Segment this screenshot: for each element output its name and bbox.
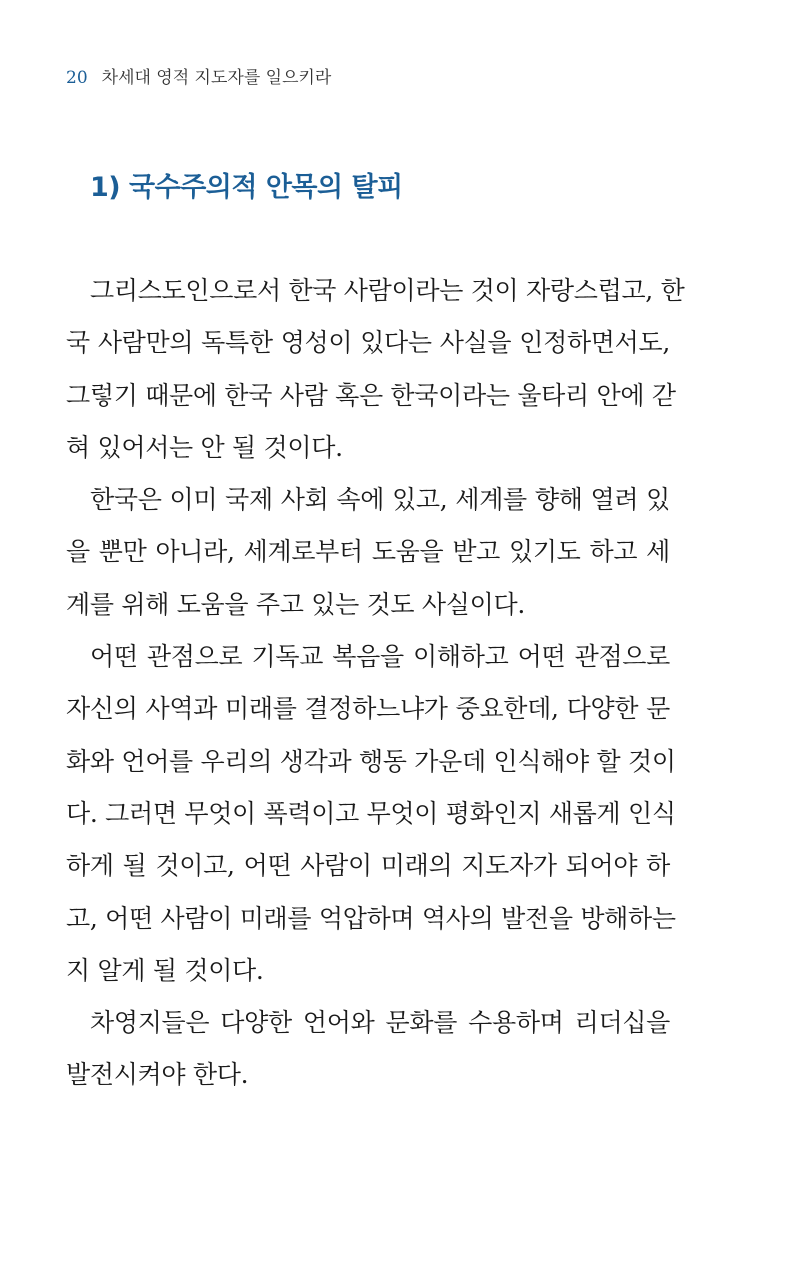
section-heading: 1) 국수주의적 안목의 탈피 [90,172,403,203]
paragraph-1-line-3: 그렇기 때문에 한국 사람 혹은 한국이라는 울타리 안에 갇 [66,380,676,410]
paragraph-4-line-2: 발전시켜야 한다. [66,1060,249,1090]
body-text [66,265,685,1102]
paragraph-3-line-5: 하게 될 것이고, 어떤 사람이 미래의 지도자가 되어야 하 [66,851,670,881]
page-number: 20 [66,68,88,88]
paragraph-3-line-2: 자신의 사역과 미래를 결정하느냐가 중요한데, 다양한 문 [66,694,670,724]
paragraph-2-line-3: 계를 위해 도움을 주고 있는 것도 사실이다. [66,589,525,619]
paragraph-3-line-4: 다. 그러면 무엇이 폭력이고 무엇이 평화인지 새롭게 인식 [66,798,676,828]
paragraph-3-line-7: 지 알게 될 것이다. [66,955,264,985]
running-header [66,63,331,88]
paragraph-1-line-4: 혀 있어서는 안 될 것이다. [66,432,343,462]
paragraph-4-line-1: 차영지들은 다양한 언어와 문화를 수용하며 리더십을 [90,1008,670,1038]
paragraph-1-line-2: 국 사람만의 독특한 영성이 있다는 사실을 인정하면서도, [66,328,670,358]
paragraph-3-line-3: 화와 언어를 우리의 생각과 행동 가운데 인식해야 할 것이 [66,746,676,776]
paragraph-1-line-1: 그리스도인으로서 한국 사람이라는 것이 자랑스럽고, 한 [90,276,685,305]
paragraph-2-line-1: 한국은 이미 국제 사회 속에 있고, 세계를 향해 열려 있 [90,485,670,515]
paragraph-2-line-2: 을 뿐만 아니라, 세계로부터 도움을 받고 있기도 하고 세 [66,537,670,567]
paragraph-3-line-1: 어떤 관점으로 기독교 복음을 이해하고 어떤 관점으로 [90,642,670,672]
paragraph-3-line-6: 고, 어떤 사람이 미래를 억압하며 역사의 발전을 방해하는 [66,903,676,933]
book-title: 차세대 영적 지도자를 일으키라 [101,68,332,88]
